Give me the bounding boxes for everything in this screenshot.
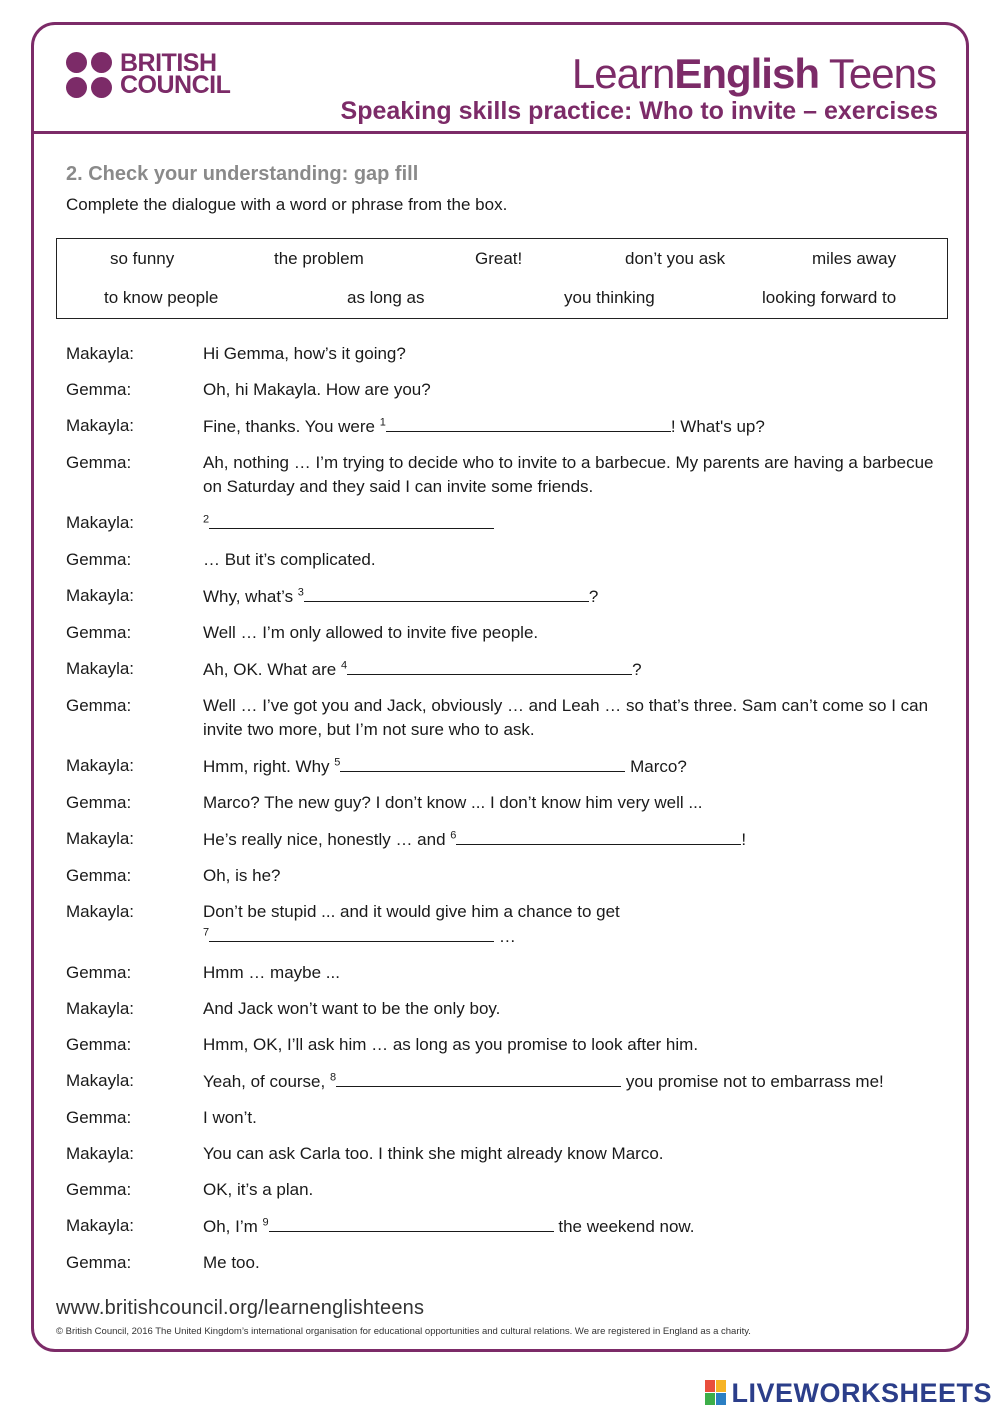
dialogue-line (66, 1142, 936, 1166)
word-option: Great! (475, 249, 523, 268)
dialogue-line (66, 961, 936, 985)
speaker-name: Gemma: (66, 696, 132, 715)
dialogue-line (66, 1033, 936, 1057)
dialogue-line (66, 754, 936, 779)
gap-blank[interactable] (336, 1069, 621, 1087)
speaker-name: Makayla: (66, 344, 135, 363)
speaker-name: Makayla: (66, 416, 135, 435)
speaker-name: Gemma: (66, 550, 132, 569)
header-divider (34, 131, 967, 134)
utterance-text-after: ! What's up? (670, 417, 765, 436)
utterance: Me too. (203, 1253, 260, 1272)
dialogue-line (66, 827, 936, 852)
instructions: Complete the dialogue with a word or phrase from the box. (66, 195, 508, 214)
utterance-text-after: ? (588, 587, 599, 606)
gap-number: 4 (340, 659, 348, 672)
four-dots-icon (66, 52, 114, 100)
org-name-line2: COUNCIL (120, 71, 231, 99)
utterance-text-before: Hmm, right. Why (203, 757, 335, 776)
dialogue-line (66, 1069, 936, 1094)
word-option: as long as (347, 288, 425, 307)
word-option: looking forward to (762, 288, 897, 307)
utterance-text-before: Yeah, of course, (203, 1072, 330, 1091)
gap-number: 9 (262, 1216, 269, 1229)
dialogue (66, 342, 936, 1287)
utterance: OK, it’s a plan. (203, 1180, 314, 1199)
speaker-name: Makayla: (66, 1144, 135, 1163)
dialogue-line (66, 451, 936, 499)
gap-number: 2 (203, 513, 210, 526)
utterance: Hmm … maybe ... (203, 963, 340, 982)
gap-number: 8 (329, 1071, 337, 1084)
gap-number: 6 (450, 829, 457, 842)
utterance-text-after: the weekend now. (553, 1217, 695, 1236)
utterance: And Jack won’t want to be the only boy. (203, 999, 501, 1018)
gap-blank[interactable] (340, 754, 625, 772)
word-option: miles away (812, 249, 897, 268)
dialogue-line (66, 511, 936, 536)
dialogue-line (66, 584, 936, 609)
utterance: Well … I’m only allowed to invite five people. (203, 623, 539, 642)
liveworksheets-logo (705, 1378, 992, 1408)
copyright: © British Council, 2016 The United Kingdom’s international organisation for educational opportunities and cultural relations. We are registered in England as a charity. (56, 1326, 751, 1337)
utterance: I won’t. (203, 1108, 257, 1127)
speaker-name: Gemma: (66, 1253, 132, 1272)
utterance (203, 657, 936, 682)
utterance: Marco? The new guy? I don’t know ... I don’t know him very well ... (203, 793, 703, 812)
speaker-name: Makayla: (66, 1071, 135, 1090)
footer-url[interactable]: www.britishcouncil.org/learnenglishteens (56, 1297, 425, 1319)
speaker-name: Gemma: (66, 866, 132, 885)
speaker-name: Makayla: (66, 756, 135, 775)
dialogue-line (66, 378, 936, 402)
liveworksheets-icon (705, 1380, 727, 1406)
speaker-name: Makayla: (66, 586, 135, 605)
word-option: you thinking (564, 288, 655, 307)
utterance: Hmm, OK, I’ll ask him … as long as you promise to look after him. (203, 1035, 699, 1054)
utterance-text-after: ? (632, 660, 642, 679)
dialogue-line (66, 657, 936, 682)
utterance: You can ask Carla too. I think she might already know Marco. (203, 1144, 664, 1163)
utterance (203, 1069, 936, 1094)
gap-blank[interactable] (304, 584, 589, 602)
gap-blank[interactable] (269, 1214, 554, 1232)
utterance (203, 827, 936, 852)
speaker-name: Gemma: (66, 1035, 132, 1054)
gap-blank[interactable] (386, 414, 671, 432)
utterance (203, 414, 936, 439)
gap-number: 1 (379, 416, 386, 429)
utterance-text-after: Marco? (625, 757, 687, 776)
utterance: … But it’s complicated. (203, 550, 376, 569)
gap-number: 3 (297, 586, 304, 599)
brand-learn: Learn (571, 50, 675, 97)
speaker-name: Makayla: (66, 829, 135, 848)
utterance: Oh, hi Makayla. How are you? (203, 380, 431, 399)
dialogue-line (66, 900, 936, 949)
utterance-text-before: He’s really nice, honestly … and (203, 830, 451, 849)
dialogue-line (66, 1251, 936, 1275)
page-title: Speaking skills practice: Who to invite – exercises (340, 97, 938, 125)
utterance: Well … I’ve got you and Jack, obviously … and Leah … so that’s three. Sam can’t come so I can invite two more, but I’m not sure who to ask. (203, 696, 929, 739)
speaker-name: Gemma: (66, 453, 132, 472)
speaker-name: Makayla: (66, 999, 135, 1018)
brand-english: English (674, 50, 819, 97)
word-box (56, 238, 948, 319)
utterance-text-after: you promise not to embarrass me! (621, 1072, 884, 1091)
dialogue-line (66, 621, 936, 645)
utterance (203, 754, 936, 779)
utterance (203, 584, 936, 609)
dialogue-line (66, 1106, 936, 1130)
dialogue-line (66, 694, 936, 742)
gap-wrap (203, 924, 936, 949)
gap-blank[interactable] (209, 924, 494, 942)
gap-blank[interactable] (209, 511, 494, 529)
utterance-text-before: Oh, I’m (203, 1217, 263, 1236)
utterance-text-before: Don’t be stupid ... and it would give him a chance to get (203, 902, 620, 921)
word-option: the problem (274, 249, 364, 268)
word-option: to know people (104, 288, 219, 307)
gap-number: 7 (203, 926, 210, 939)
speaker-name: Gemma: (66, 380, 132, 399)
utterance-text-after: … (494, 927, 516, 946)
dialogue-line (66, 548, 936, 572)
section-title: 2. Check your understanding: gap fill (66, 163, 419, 185)
org-name (120, 49, 231, 99)
utterance-text-before: Ah, OK. What are (203, 660, 341, 679)
word-option: so funny (110, 249, 175, 268)
utterance (203, 511, 936, 536)
speaker-name: Makayla: (66, 1216, 135, 1235)
utterance-text-before: Why, what’s (203, 587, 298, 606)
dialogue-line (66, 414, 936, 439)
speaker-name: Gemma: (66, 1180, 132, 1199)
speaker-name: Makayla: (66, 513, 135, 532)
dialogue-line (66, 1214, 936, 1239)
speaker-name: Gemma: (66, 1108, 132, 1127)
gap-blank[interactable] (347, 657, 632, 675)
speaker-name: Makayla: (66, 659, 135, 678)
dialogue-line (66, 342, 936, 366)
speaker-name: Gemma: (66, 963, 132, 982)
dialogue-line (66, 864, 936, 888)
dialogue-line (66, 791, 936, 815)
utterance-text-after: ! (741, 830, 747, 849)
word-option: don’t you ask (625, 249, 726, 268)
learnenglish-teens-logo (572, 50, 936, 98)
dialogue-line (66, 1178, 936, 1202)
watermark-text: LIVEWORKSHEETS (731, 1377, 992, 1408)
speaker-name: Makayla: (66, 902, 135, 921)
brand-teens: Teens (819, 50, 936, 97)
gap-blank[interactable] (456, 827, 741, 845)
gap-number: 5 (334, 756, 341, 769)
utterance: Hi Gemma, how’s it going? (203, 344, 406, 363)
dialogue-line (66, 997, 936, 1021)
speaker-name: Gemma: (66, 793, 132, 812)
speaker-name: Gemma: (66, 623, 132, 642)
utterance: Ah, nothing … I’m trying to decide who to invite to a barbecue. My parents are having a barbecue on Saturday and they said I can invite some friends. (203, 453, 934, 496)
org-name-line1: BRITISH (120, 49, 217, 77)
utterance (203, 900, 936, 949)
utterance-text-before: Fine, thanks. You were (203, 417, 380, 436)
utterance (203, 1214, 936, 1239)
utterance: Oh, is he? (203, 866, 281, 885)
